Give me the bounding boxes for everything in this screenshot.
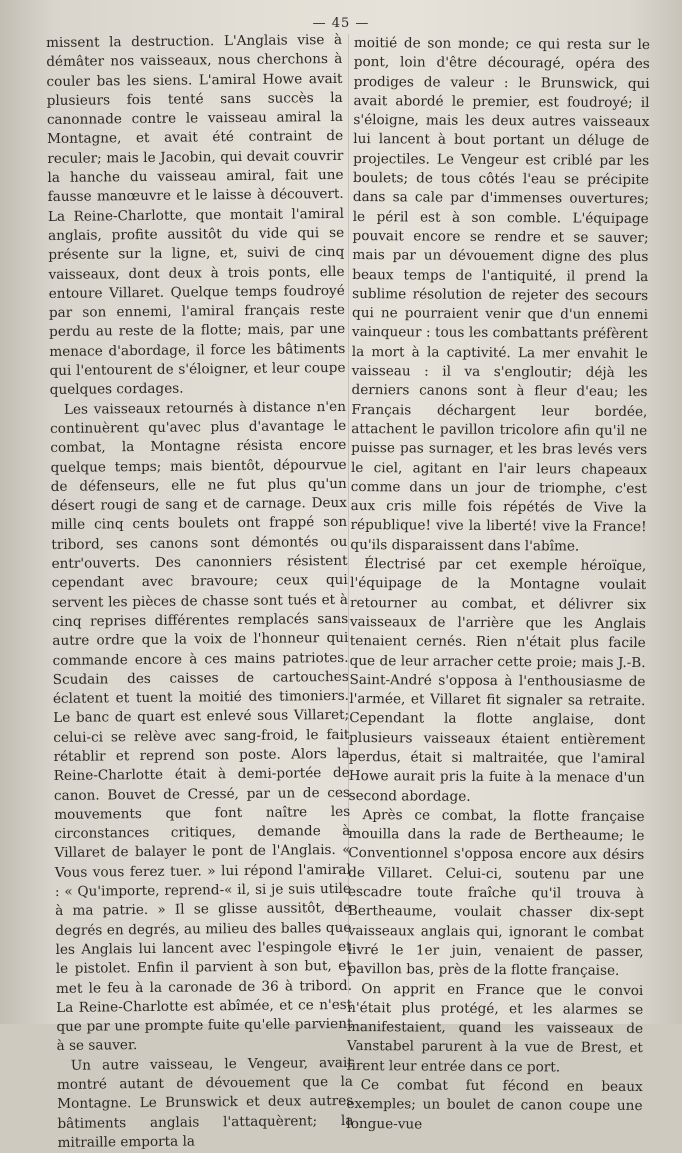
paragraph: Ce combat fut fécond en beaux exemples; un boulet de canon coupe une longue-vue (346, 1077, 643, 1133)
paragraph: On apprit en France que le convoi n'était plus protégé, et les alarmes se manifestaient, quand les vaisseaux de Vanstabel parurent à la vue de Brest, et firent leur entrée dans ce port. (346, 980, 644, 1076)
paragraph: Les vaisseaux retournés à distance n'en continuèrent qu'avec plus d'avantage le combat, la Montagne résista encore quelque temps; mais bientôt, dépourvue de défenseurs, elle ne fut plus qu'un désert rougi de sang et de carnage. Deux mille cinq cents boulets ont frappé son tribord, ses canons sont démontés ou entr'ouverts. Des canonniers résistent cependant avec bravoure; ceux qui servent les pièces de chasse sont tués et à cinq reprises différentes remplacés sans autre ordre que la voix de l'honneur qui commande encore à ces mains patriotes. Scudain des caisses de cartouches éclatent et tuent la moitié des timoniers. Le banc de quart est enlevé sous Villaret; celui-ci se relève avec sang-froid, le fait rétablir et reprend son poste. Alors la Reine-Charlotte était à demi-portée de canon. Bouvet de Cressé, par un de ces mouvements que font naître les circonstances critiques, demande à Villaret de balayer le pont de l'Anglais. « Vous vous ferez tuer. » lui répond l'amiral : « Qu'importe, reprend-« il, si je suis utile à ma patrie. » Il se glisse aussitôt, de degrés en degrés, au milieu des balles que les Anglais lui lancent avec l'espingole et le pistolet. Enfin il parvient à son but, et met le feu à la caronade de 36 à tribord. La Reine-Charlotte est abîmée, et ce n'est que par une prompte fuite qu'elle parvient à se sauver. (50, 398, 353, 1055)
paragraph: missent la destruction. L'Anglais vise à démâter nos vaisseaux, nous cherchons à couler bas les siens. L'amiral Howe avait plusieurs fois tenté sans succès la canonnade contre le vaisseau amiral la Montagne, et avait été contraint de reculer; mais le Jacobin, qui devait couvrir la hanche du vaisseau amiral, fait une fausse manœuvre et le laisse à découvert. La Reine-Charlotte, que montait l'amiral anglais, profite aussitôt du vide qui se présente sur la ligne, et, suivi de cinq vaisseaux, dont deux à trois ponts, elle entoure Villaret. Quelque temps foudroyé par son ennemi, l'amiral français reste perdu au reste de la flotte; mais, par une menace d'abordage, il force les bâtiments qui l'entourent de s'éloigner, et leur coupe quelques cordages. (46, 31, 346, 399)
left-text-column (46, 31, 354, 1153)
paragraph: Après ce combat, la flotte française mouilla dans la rade de Bertheaume; le Conventionnel s'opposa encore aux désirs de Villaret. Celui-ci, soutenu par une escadre toute fraîche qu'il trouva à Bertheaume, voulait chasser dix-sept vaisseaux anglais qui, ignorant le combat livré le 1er juin, venaient de passer, pavillon bas, près de la flotte française. (347, 806, 645, 980)
paragraph: Électrisé par cet exemple héroïque, l'équipage de la Montagne voulait retourner au combat, et délivrer six vaisseaux de l'arrière que les Anglais tenaient cernés. Rien n'était plus facile que de leur arracher cette proie; mais J.-B. Saint-André s'opposa à l'enthousiasme de l'armée, et Villaret fit signaler sa retraite. Cependant la flotte anglaise, dont plusieurs vaisseaux étaient entièrement perdus, était si maltraitée, que l'amiral Howe aurait pris la fuite à la menace d'un second abordage. (348, 556, 647, 805)
page-number: — 45 — (312, 16, 370, 31)
right-text-column (346, 34, 650, 1136)
paragraph: moitié de son monde; ce qui resta sur le pont, loin d'être découragé, opéra des prodiges de valeur : le Brunswick, qui avait abordé le premier, est foudroyé; il s'éloigne, mais les deux autres vaisseaux lui lancent à bout portant un déluge de projectiles. Le Vengeur est criblé par les boulets; de tous côtés l'eau se précipite dans sa cale par d'immenses ouvertures; le péril est à son comble. L'équipage pouvait encore se rendre et se sauver; mais par un dévouement digne des plus beaux temps de l'antiquité, il prend la sublime résolution de rejeter des secours qui ne pourraient venir que d'un ennemi vainqueur : tous les combattants préfèrent la mort à la captivité. La mer envahit le vaisseau : il va s'engloutir; déjà les derniers canons sont à fleur d'eau; les Français déchargent leur bordée, attachent le pavillon tricolore afin qu'il ne puisse pas surnager, et les bras levés vers le ciel, agitant en l'air leurs chapeaux comme dans un jour de triomphe, c'est aux cris mille fois répétés de Vive la république! vive la liberté! vive la France! qu'ils disparaissent dans l'abîme. (350, 34, 650, 555)
paragraph: Un autre vaisseau, le Vengeur, avait montré autant de dévouement que la Montagne. Le Brunswick et deux autres bâtiments anglais l'attaquèrent; la mitraille emporta la (56, 1054, 354, 1151)
